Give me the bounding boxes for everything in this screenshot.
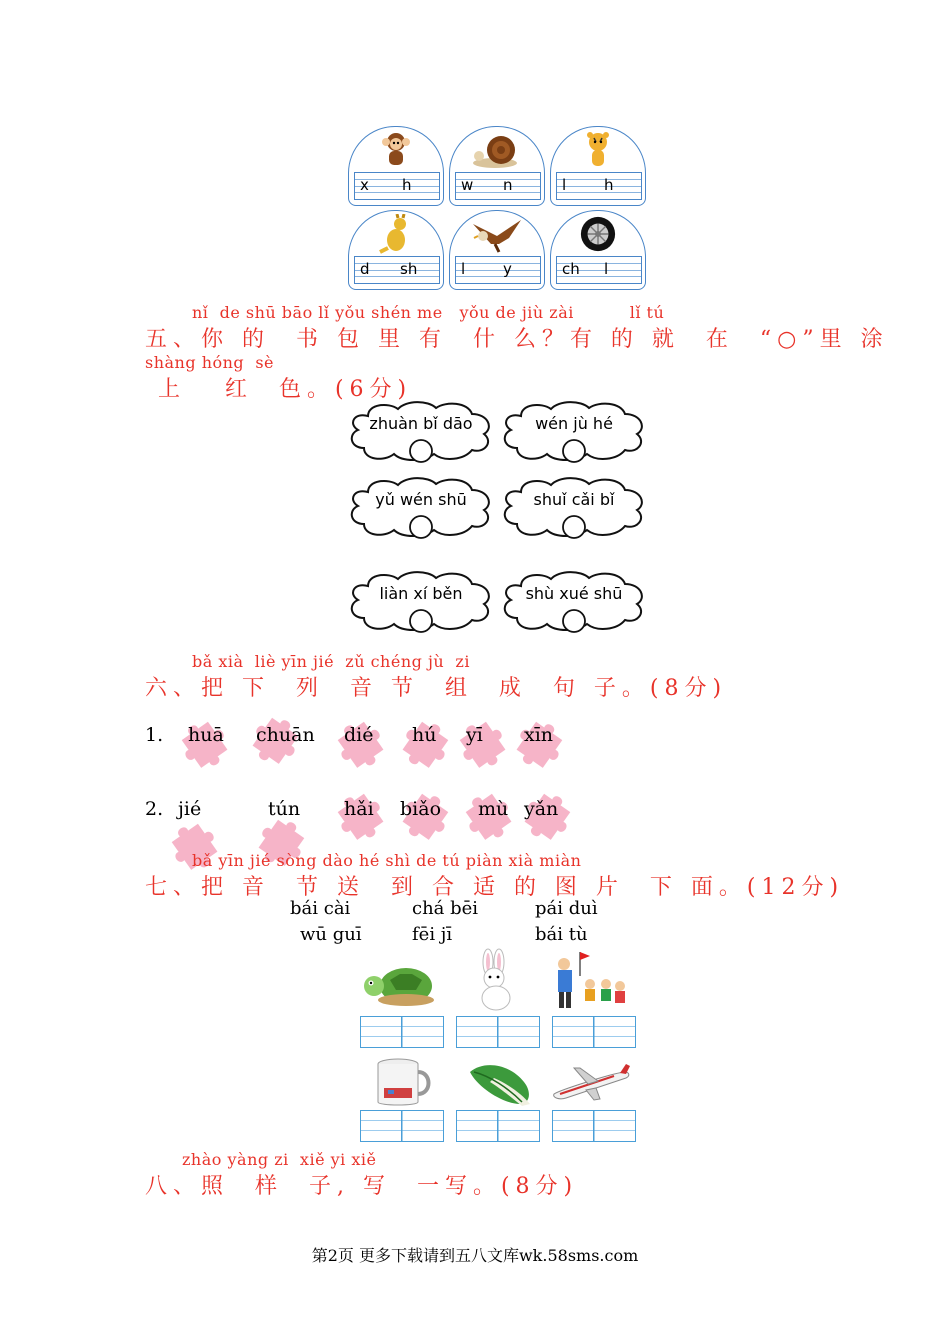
cloud-label: zhuàn bǐ dāo <box>369 414 473 433</box>
stationery-cloud <box>348 400 494 464</box>
initial-letter: x <box>360 176 369 194</box>
answer-grid[interactable] <box>360 1016 444 1048</box>
initial-letter: w <box>461 176 474 194</box>
syllable: xīn <box>524 724 554 746</box>
final-letter: n <box>503 176 513 194</box>
syllable: hǎi <box>344 798 374 820</box>
stationery-cloud <box>348 476 494 540</box>
stationery-cloud <box>348 570 494 634</box>
animal-card <box>348 210 444 290</box>
syllable: biǎo <box>400 798 442 820</box>
page-footer: 第2页 更多下载请到五八文库wk.58sms.com <box>311 1246 639 1265</box>
word-option: bái tù <box>535 924 588 945</box>
rabbit-icon <box>466 948 522 1012</box>
cloud-label: yǔ wén shū <box>375 490 467 509</box>
tiger-icon <box>579 130 617 170</box>
cloud-label: wén jù hé <box>535 414 613 433</box>
final-letter: l <box>604 260 609 278</box>
animal-card <box>449 126 545 206</box>
answer-grid[interactable] <box>552 1110 636 1142</box>
syllable: tún <box>268 798 301 820</box>
section5-pinyin-line2: shàng hóng sè <box>145 353 275 372</box>
cloud-label: shù xué shū <box>525 584 623 603</box>
final-letter: y <box>503 260 512 278</box>
section5-pinyin-line1: nǐ de shū bāo lǐ yǒu shén me yǒu de jiù zài lǐ tú <box>192 303 665 322</box>
word-option: bái cài <box>290 898 351 919</box>
cloud-label: liàn xí běn <box>379 584 463 603</box>
final-letter: h <box>402 176 412 194</box>
initial-letter: l <box>562 176 567 194</box>
kangaroo-icon <box>377 214 415 254</box>
final-letter: h <box>604 176 614 194</box>
snail-icon <box>471 130 523 170</box>
word-option: wū guī <box>300 924 362 945</box>
cabbage-icon <box>464 1058 538 1108</box>
section6-title: 六、把 下 列 音 节 组 成 句 子。(8分) <box>145 676 728 701</box>
section8-title: 八、照 样 子, 写 一写。(8分) <box>145 1174 579 1199</box>
final-letter: sh <box>400 260 418 278</box>
section8-pinyin: zhào yàng zi xiě yi xiě <box>182 1150 377 1169</box>
syllable: jié <box>178 798 202 820</box>
syllable: yī <box>466 724 483 746</box>
answer-grid[interactable] <box>456 1110 540 1142</box>
stationery-cloud <box>501 476 647 540</box>
initial-letter: l <box>461 260 466 278</box>
syllable: hú <box>412 724 437 746</box>
question-number: 1. <box>145 724 164 746</box>
cloud-label: shuǐ cǎi bǐ <box>533 490 615 509</box>
section5-title-line1: 五、你 的 书 包 里 有 什 么？有 的 就 在 “○”里 涂 <box>145 327 889 352</box>
syllable: chuān <box>256 724 315 746</box>
initial-letter: d <box>360 260 370 278</box>
animal-card <box>550 126 646 206</box>
syllable: yǎn <box>524 798 559 820</box>
word-option: pái duì <box>535 898 598 919</box>
question-number: 2. <box>145 798 164 820</box>
answer-grid[interactable] <box>360 1110 444 1142</box>
syllable: mù <box>478 798 509 820</box>
section5-title-line2: 上 红 色。(6分) <box>145 377 413 402</box>
eagle-icon <box>469 214 525 254</box>
children-line-icon <box>550 948 630 1012</box>
stationery-cloud <box>501 570 647 634</box>
initial-letter: ch <box>562 260 580 278</box>
stationery-cloud <box>501 400 647 464</box>
turtle-icon <box>360 956 440 1012</box>
monkey-icon <box>377 130 415 170</box>
word-option: fēi jī <box>412 924 453 945</box>
section7-title: 七、把 音 节 送 到 合 适 的 图 片 下 面。(12分) <box>145 875 845 900</box>
section7-pinyin: bǎ yīn jié sòng dào hé shì de tú piàn xià miàn <box>192 851 582 870</box>
animal-card <box>348 126 444 206</box>
animal-card <box>449 210 545 290</box>
airplane-icon <box>550 1064 632 1104</box>
syllable: huā <box>188 724 224 746</box>
animal-card <box>550 210 646 290</box>
section6-pinyin: bǎ xià liè yīn jié zǔ chéng jù zi <box>192 652 470 671</box>
wheel-icon <box>579 214 617 254</box>
syllable: dié <box>344 724 374 746</box>
mug-icon <box>370 1058 436 1108</box>
answer-grid[interactable] <box>552 1016 636 1048</box>
answer-grid[interactable] <box>456 1016 540 1048</box>
word-option: chá bēi <box>412 898 479 919</box>
